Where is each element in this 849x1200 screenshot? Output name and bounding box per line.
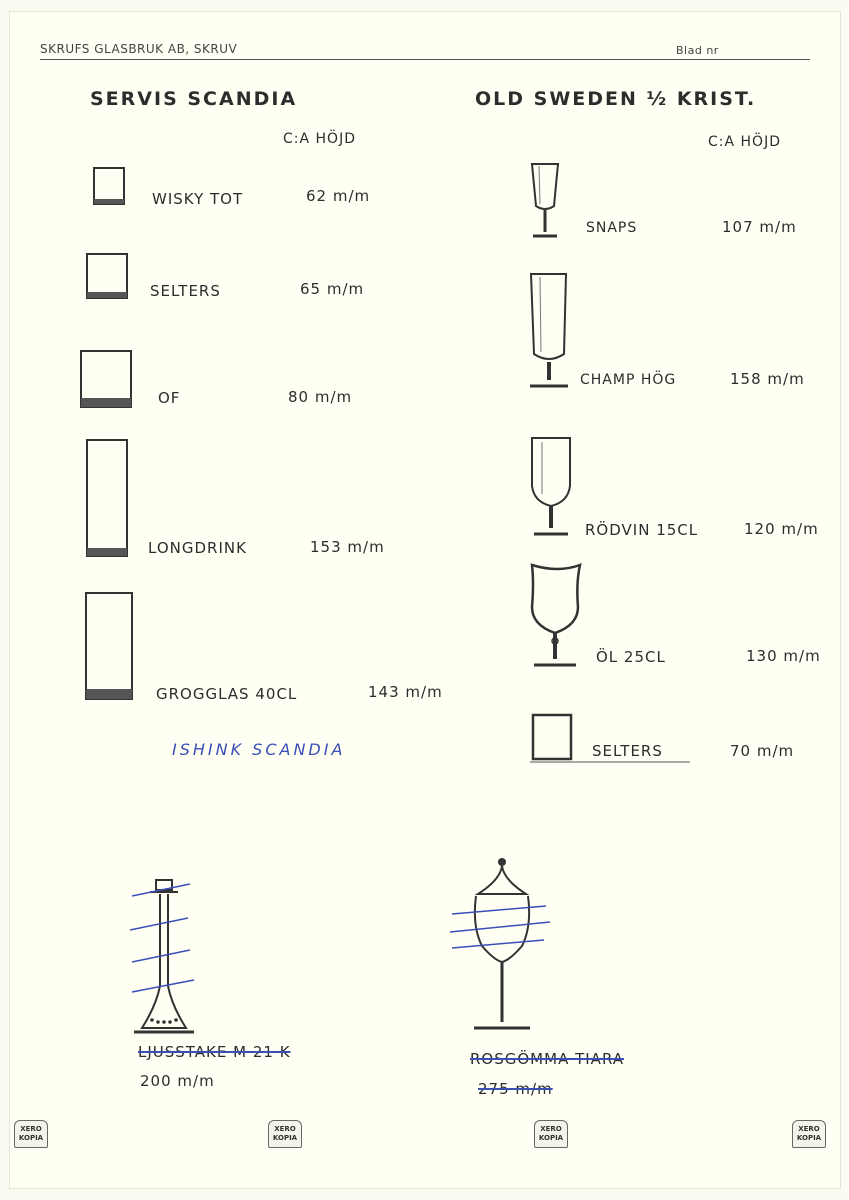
jar-label: ROSGÖMMA TIARA <box>470 1050 625 1068</box>
wisky-tot-height: 62 m/m <box>306 187 371 205</box>
longdrink-height: 153 m/m <box>310 538 385 556</box>
ol-label: ÖL 25CL <box>596 648 666 666</box>
of-height: 80 m/m <box>288 388 353 406</box>
champ-hog-height: 158 m/m <box>730 370 805 388</box>
candlestick-height: 200 m/m <box>140 1072 215 1090</box>
wisky-tot-glass-drawing <box>92 166 128 208</box>
jar-height: 275 m/m <box>478 1080 553 1098</box>
ol-glass-drawing <box>526 563 586 673</box>
rodvin-glass-drawing <box>528 436 576 540</box>
selters-left-height: 65 m/m <box>300 280 365 298</box>
snaps-glass-drawing <box>528 162 562 242</box>
jar-drawing <box>446 856 556 1038</box>
ol-height: 130 m/m <box>746 647 821 665</box>
grogglas-label: GROGGLAS 40CL <box>156 685 298 703</box>
selters-right-height: 70 m/m <box>730 742 795 760</box>
of-glass-drawing <box>79 349 135 411</box>
xero-kopia-stamp: XERO KOPIA <box>534 1120 568 1148</box>
rodvin-label: RÖDVIN 15CL <box>585 521 699 539</box>
ishink-note: ISHINK SCANDIA <box>172 740 346 759</box>
xero-kopia-stamp: XERO KOPIA <box>14 1120 48 1148</box>
rodvin-height: 120 m/m <box>744 520 819 538</box>
header-rule <box>40 59 810 60</box>
candlestick-drawing <box>128 876 198 1042</box>
right-height-heading: C:A HÖJD <box>708 134 781 150</box>
grogglas-glass-drawing <box>84 591 136 703</box>
left-height-heading: C:A HÖJD <box>283 131 356 147</box>
sheet-number-label: Blad nr <box>676 44 719 57</box>
grogglas-height: 143 m/m <box>368 683 443 701</box>
longdrink-label: LONGDRINK <box>148 539 247 557</box>
candlestick-label: LJUSSTAKE M 21 K <box>138 1043 291 1061</box>
champ-hog-glass-drawing <box>526 272 572 392</box>
company-header: SKRUFS GLASBRUK AB, SKRUV <box>40 42 238 56</box>
snaps-label: SNAPS <box>586 220 638 236</box>
xero-kopia-stamp: XERO KOPIA <box>792 1120 826 1148</box>
wisky-tot-label: WISKY TOT <box>152 190 244 208</box>
selters-right-glass-drawing <box>530 712 576 766</box>
selters-right-label: SELTERS <box>592 742 663 760</box>
longdrink-glass-drawing <box>85 438 131 560</box>
champ-hog-label: CHAMP HÖG <box>580 372 677 388</box>
left-title: SERVIS SCANDIA <box>90 88 298 110</box>
snaps-height: 107 m/m <box>722 218 797 236</box>
selters-glass-drawing <box>85 252 131 302</box>
of-label: OF <box>158 389 181 407</box>
xero-kopia-stamp: XERO KOPIA <box>268 1120 302 1148</box>
right-title: OLD SWEDEN ½ KRIST. <box>475 88 757 110</box>
selters-left-label: SELTERS <box>150 282 221 300</box>
